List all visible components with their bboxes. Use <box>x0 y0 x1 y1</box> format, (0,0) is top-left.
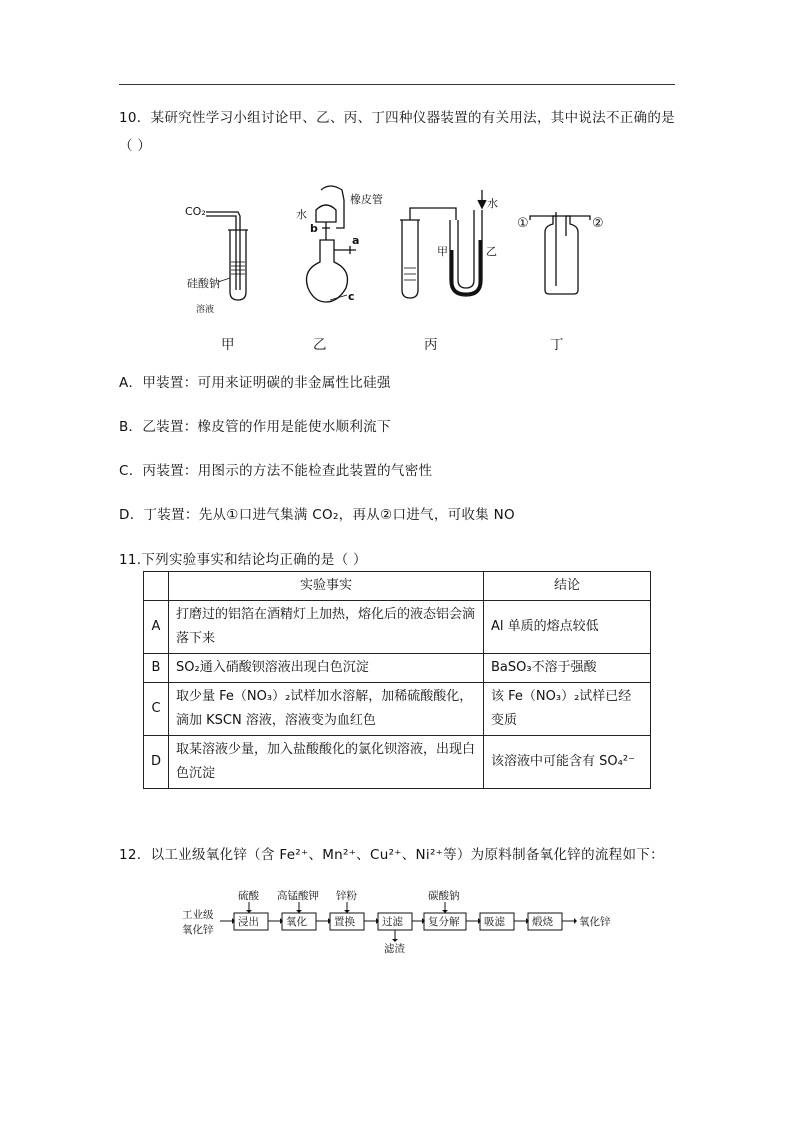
caption-yi: 乙 <box>313 337 327 353</box>
row-fact: 打磨过的铝箔在酒精灯上加热，熔化后的液态铝会滴落下来 <box>169 601 484 654</box>
flow-box-oxidize <box>282 913 316 930</box>
table-header-row <box>144 572 651 601</box>
row-fact: 取少量 Fe（NO₃）₂试样加水溶解，加稀硫酸酸化，滴加 KSCN 溶液，溶液变为血红色 <box>169 683 484 736</box>
flow-reagent-permanganate: 高锰酸钾 <box>277 890 319 902</box>
flow-box-leach <box>234 913 268 930</box>
flow-step-filter: 过滤 <box>382 916 403 928</box>
label-yi-tube: 乙 <box>486 245 497 258</box>
label-water-left: 水 <box>296 208 307 221</box>
row-conclusion: 该 Fe（NO₃）₂试样已经变质 <box>484 683 651 736</box>
row-conclusion: BaSO₃不溶于强酸 <box>484 654 651 683</box>
row-conclusion: 该溶液中可能含有 SO₄²⁻ <box>484 736 651 789</box>
header-key <box>144 572 169 601</box>
flow-reagent-zinc-powder: 锌粉 <box>336 890 357 902</box>
flow-start-line2: 氧化锌 <box>182 924 214 936</box>
table-row <box>144 683 651 736</box>
label-c: c <box>348 290 355 303</box>
header-rule <box>119 84 675 85</box>
row-key: D <box>144 736 169 789</box>
flow-box-calcine <box>528 913 562 930</box>
q10-option-c: C．丙装置：用图示的方法不能检查此装置的气密性 <box>119 463 433 479</box>
q11-stem: 11.下列实验事实和结论均正确的是（ ） <box>119 552 367 568</box>
q10-option-b: B．乙装置：橡皮管的作用是能使水顺利流下 <box>119 419 391 435</box>
label-circle1: ① <box>517 216 529 231</box>
label-rubber-tube: 橡皮管 <box>350 193 383 206</box>
label-water-right: 水 <box>487 197 498 210</box>
table-row <box>144 654 651 683</box>
row-key: C <box>144 683 169 736</box>
flow-start-line1: 工业级 <box>182 909 214 921</box>
row-fact: 取某溶液少量，加入盐酸酸化的氯化钡溶液，出现白色沉淀 <box>169 736 484 789</box>
caption-ding: 丁 <box>550 337 564 353</box>
caption-bing: 丙 <box>424 337 438 353</box>
flow-step-calcine: 煅烧 <box>532 916 553 928</box>
flow-box-replace <box>330 913 364 930</box>
caption-jia: 甲 <box>221 337 235 353</box>
q10-paren: （ ） <box>119 138 152 154</box>
flow-step-suction: 吸滤 <box>484 916 505 928</box>
flow-step-replace: 置换 <box>334 916 355 928</box>
label-jia-tube: 甲 <box>437 245 448 258</box>
flow-box-filter <box>378 913 412 930</box>
table-row <box>144 601 651 654</box>
header-conclusion: 结论 <box>484 572 651 601</box>
flow-byproduct-residue: 滤渣 <box>384 943 405 955</box>
q10-option-a: A．甲装置：可用来证明碳的非金属性比硅强 <box>119 375 391 391</box>
label-solution: 溶液 <box>196 305 215 315</box>
q10-stem: 10．某研究性学习小组讨论甲、乙、丙、丁四种仪器装置的有关用法，其中说法不正确的是 <box>119 110 675 126</box>
flow-box-suction <box>480 913 514 930</box>
apparatus-bing <box>400 190 486 298</box>
label-circle2: ② <box>592 216 604 231</box>
flow-product: 氧化锌 <box>579 916 611 928</box>
flow-reagent-sulfuric-acid: 硫酸 <box>238 890 259 902</box>
flow-step-leach: 浸出 <box>238 916 259 928</box>
row-fact: SO₂通入硝酸钡溶液出现白色沉淀 <box>169 654 484 683</box>
apparatus-jia <box>206 212 248 300</box>
apparatus-yi <box>307 186 360 302</box>
row-key: B <box>144 654 169 683</box>
flow-step-metathesis: 复分解 <box>428 916 460 928</box>
table-row <box>144 736 651 789</box>
label-co2: CO₂ <box>185 205 206 218</box>
q10-option-d: D．丁装置：先从①口进气集满 CO₂，再从②口进气，可收集 NO <box>119 507 515 523</box>
label-sodium-silicate: 硅酸钠 <box>187 277 220 290</box>
label-a: a <box>352 234 360 247</box>
flow-box-metathesis <box>424 913 466 930</box>
flow-step-oxidize: 氧化 <box>286 916 307 928</box>
q12-stem: 12．以工业级氧化锌（含 Fe²⁺、Mn²⁺、Cu²⁺、Ni²⁺等）为原料制备氧化锌的流程如下： <box>119 847 664 863</box>
row-key: A <box>144 601 169 654</box>
row-conclusion: Al 单质的熔点较低 <box>484 601 651 654</box>
header-fact: 实验事实 <box>169 572 484 601</box>
apparatus-ding <box>530 212 590 294</box>
label-b: b <box>310 222 318 235</box>
flow-reagent-sodium-carbonate: 碳酸钠 <box>428 890 460 902</box>
q11-table <box>143 571 651 789</box>
